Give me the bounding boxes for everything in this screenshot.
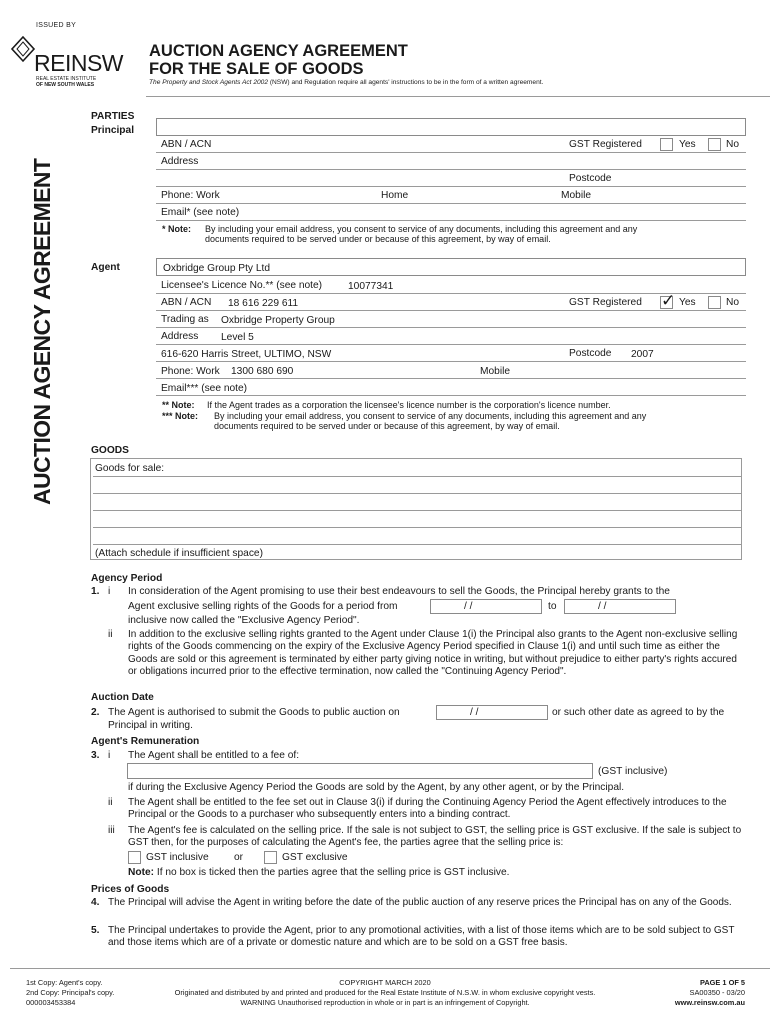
agent-phone-line xyxy=(156,378,746,379)
clause-4-number: 4. xyxy=(91,897,100,908)
clause-1-i-line2: Agent exclusive selling rights of the Goods for a period from xyxy=(128,601,398,612)
agent-trading-value: Oxbridge Property Group xyxy=(221,315,335,326)
agency-period-heading: Agency Period xyxy=(91,573,163,584)
agent-email-label: Email*** (see note) xyxy=(161,383,248,394)
fee-gst-inclusive-label: (GST inclusive) xyxy=(598,766,668,777)
footer-website: www.reinsw.com.au xyxy=(674,998,745,1007)
footer-warning: WARNING Unauthorised reproduction in whole or in part is an infringement of Copyright. xyxy=(240,998,530,1007)
agent-licence-line xyxy=(156,293,746,294)
clause-5-number: 5. xyxy=(91,925,100,936)
footer-rule xyxy=(10,968,770,969)
logo-sub-2: OF NEW SOUTH WALES xyxy=(36,82,95,88)
clause-3-note: Note: If no box is ticked then the parties agree that the selling price is GST inclusive. xyxy=(128,867,510,878)
clause-1-i-line3: inclusive now called the "Exclusive Agency Period". xyxy=(128,615,360,626)
agent-label: Agent xyxy=(91,262,120,273)
doc-subtitle: The Property and Stock Agents Act 2002 (NSW) and Regulation require all agents' instructions to be in the form of a written agreement. xyxy=(149,79,544,86)
goods-heading: GOODS xyxy=(91,445,129,456)
gst-inclusive-checkbox[interactable] xyxy=(128,851,141,864)
prices-heading: Prices of Goods xyxy=(91,884,170,895)
auction-date-field[interactable]: / / xyxy=(436,705,548,720)
principal-phone-work-label: Phone: Work xyxy=(161,190,220,201)
logo-text: REINSW xyxy=(34,50,123,76)
agent-fee-field[interactable] xyxy=(127,763,593,779)
agent-note3-line2: documents required to be served under or because of this agreement, by way of email. xyxy=(214,421,560,431)
principal-label: Principal xyxy=(91,125,135,136)
footer-copyright: COPYRIGHT MARCH 2020 xyxy=(339,978,431,987)
agent-note3-label: *** Note: xyxy=(162,411,199,421)
principal-email-line xyxy=(156,220,746,221)
principal-mobile-label: Mobile xyxy=(561,190,592,201)
gst-or-label: or xyxy=(234,852,244,863)
logo-sub-1: REAL ESTATE INSTITUTE xyxy=(36,76,97,82)
agent-address-line2: 616-620 Harris Street, ULTIMO, NSW xyxy=(161,349,332,360)
principal-abn-line xyxy=(156,152,746,153)
clause-4-text: The Principal will advise the Agent in writing before the date of the public auction of any reserve prices the Principal has on any of the Goods. xyxy=(108,897,732,908)
agent-licence-label: Licensee's Licence No.** (see note) xyxy=(161,280,323,291)
footer-doc-number: 000003453384 xyxy=(26,998,76,1007)
agent-gst-label: GST Registered xyxy=(569,297,642,308)
principal-postcode-line xyxy=(156,186,746,187)
agent-mobile-label: Mobile xyxy=(480,366,511,377)
exclusive-period-start-date[interactable]: / / xyxy=(430,599,542,614)
principal-note-label: * Note: xyxy=(162,224,191,234)
clause-3-i-marker: i xyxy=(108,750,111,761)
goods-line-3 xyxy=(93,510,741,511)
footer-copy1: 1st Copy: Agent's copy. xyxy=(26,978,103,987)
header-rule xyxy=(146,96,770,97)
agent-phone-work-value: 1300 680 690 xyxy=(231,366,294,377)
agent-note2-text: If the Agent trades as a corporation the licensee's licence number is the corporation's licence number. xyxy=(207,400,611,410)
gst-exclusive-option-label: GST exclusive xyxy=(282,852,348,863)
agent-note3-line1: By including your email address, you consent to service of any documents, including this agreement and any xyxy=(214,411,647,421)
gst-exclusive-checkbox[interactable] xyxy=(264,851,277,864)
doc-title-line2: FOR THE SALE OF GOODS xyxy=(149,60,364,78)
agent-gst-yes-checkbox[interactable] xyxy=(660,291,676,310)
clause-3-i-text: The Agent shall be entitled to a fee of: xyxy=(128,750,300,761)
principal-gst-yes-label: Yes xyxy=(679,139,696,150)
agent-address-label: Address xyxy=(161,331,199,342)
gst-inclusive-option-label: GST inclusive xyxy=(146,852,209,863)
goods-attach-note: (Attach schedule if insufficient space) xyxy=(95,548,263,559)
footer-originated: Originated and distributed by and printed and produced for the Real Estate Institute of N.S.W. in whom exclusive copyright vests. xyxy=(174,988,596,997)
footer-code: SA00350 - 03/20 xyxy=(689,988,745,997)
agent-abn-line xyxy=(156,310,746,311)
clause-1-to-label: to xyxy=(548,601,557,612)
clause-1-number: 1. xyxy=(91,586,100,597)
principal-note-line1: By including your email address, you consent to service of any documents, including this agreement and any xyxy=(205,224,638,234)
clause-1-ii-marker: ii xyxy=(108,629,113,640)
check-mark-icon: ✓ xyxy=(661,291,676,310)
agent-gst-no-label: No xyxy=(726,297,740,308)
goods-line-4 xyxy=(93,527,741,528)
goods-line-1 xyxy=(93,476,741,477)
auction-date-heading: Auction Date xyxy=(91,692,154,703)
issued-by-label: ISSUED BY xyxy=(36,22,77,29)
agent-postcode-value: 2007 xyxy=(631,349,654,360)
doc-title-line1: AUCTION AGENCY AGREEMENT xyxy=(149,42,408,60)
goods-line-2 xyxy=(93,493,741,494)
clause-2-number: 2. xyxy=(91,707,100,718)
principal-gst-label: GST Registered xyxy=(569,139,642,150)
clause-3-ii-text: The Agent shall be entitled to the fee set out in Clause 3(i) if during the Continuing Agency Period the Agent effectively introduces to the Principal or the Goods to a purchaser who subsequently enters into a binding contract. xyxy=(128,797,727,821)
agent-trading-line xyxy=(156,327,746,328)
principal-gst-no-checkbox[interactable] xyxy=(708,138,721,151)
footer-copy2: 2nd Copy: Principal's copy. xyxy=(26,988,115,997)
principal-gst-no-label: No xyxy=(726,139,740,150)
exclusive-period-end-date[interactable]: / / xyxy=(564,599,676,614)
agent-email-line xyxy=(156,395,746,396)
principal-abn-label: ABN / ACN xyxy=(161,139,212,150)
agent-gst-yes-label: Yes xyxy=(679,297,696,308)
principal-note-line2: documents required to be served under or because of this agreement, by way of email. xyxy=(205,234,551,244)
agent-name-value: Oxbridge Group Pty Ltd xyxy=(163,263,271,274)
agent-phone-work-label: Phone: Work xyxy=(161,366,220,377)
principal-gst-yes-checkbox[interactable] xyxy=(660,138,673,151)
clause-2-line1: The Agent is authorised to submit the Goods to public auction on xyxy=(108,707,400,718)
principal-address-line xyxy=(156,169,746,170)
agent-abn-value: 18 616 229 611 xyxy=(228,298,299,309)
clause-1-i-line1: In consideration of the Agent promising to use their best endeavours to sell the Goods, the Principal hereby grants to the xyxy=(128,586,670,597)
clause-5-text: The Principal undertakes to provide the Agent, prior to any promotional activities, with a list of those items which are to be sold subject to GST and those items which are of a private or domestic nature and which are to be sold on a GST free basis. xyxy=(108,925,735,949)
principal-postcode-label: Postcode xyxy=(569,173,612,184)
agent-address-line xyxy=(156,344,746,345)
clause-2-line1-end: or such other date as agreed to by the xyxy=(552,707,725,718)
reinsw-diamond-icon xyxy=(10,36,36,66)
principal-phone-line xyxy=(156,203,746,204)
remuneration-heading: Agent's Remuneration xyxy=(91,736,200,747)
agent-address-value: Level 5 xyxy=(221,332,254,343)
agent-postcode-line xyxy=(156,361,746,362)
clause-3-iii-marker: iii xyxy=(108,825,115,836)
clause-3-number: 3. xyxy=(91,750,100,761)
goods-line-5 xyxy=(93,544,741,545)
principal-home-label: Home xyxy=(381,190,409,201)
clause-3-ii-marker: ii xyxy=(108,797,113,808)
reinsw-logo xyxy=(10,36,140,96)
agent-trading-label: Trading as xyxy=(161,314,209,325)
footer-page: PAGE 1 OF 5 xyxy=(699,978,745,987)
clause-1-ii-text: In addition to the exclusive selling rights granted to the Agent under Clause 1(i) the Principal also grants to the Agent non-exclusive selling rights of the Goods commencing on the expiry of the Exclusive Agency Period specified in Clause 1(i) and until such time as either the Goods are sold or this agreement is terminated by either party giving notice in writing, but without prejudice to either party's rights accured or obligations incurred prior to the effective termination, now called the "Continuing Agency Period". xyxy=(128,629,738,678)
clause-2-line2: Principal in writing. xyxy=(108,720,193,731)
agent-gst-no-checkbox[interactable] xyxy=(708,296,721,309)
principal-name-field[interactable] xyxy=(156,118,746,136)
principal-email-label: Email* (see note) xyxy=(161,207,240,218)
clause-1-i-marker: i xyxy=(108,586,111,597)
agent-licence-value: 10077341 xyxy=(348,281,394,292)
clause-3-iii-text: The Agent's fee is calculated on the selling price. If the sale is not subject to GST, the selling price is GST exclusive. If the sale is subject to GST then, for the purposes of calculating the Agent's fee, the parties agree that the selling price is: xyxy=(128,825,742,849)
agent-note2-label: ** Note: xyxy=(162,400,195,410)
agent-abn-label: ABN / ACN xyxy=(161,297,212,308)
side-title: AUCTION AGENCY AGREEMENT xyxy=(29,158,55,505)
goods-label: Goods for sale: xyxy=(95,463,165,474)
principal-address-label: Address xyxy=(161,156,199,167)
parties-heading: PARTIES xyxy=(91,111,135,122)
agent-postcode-label: Postcode xyxy=(569,348,612,359)
clause-3-i-after: if during the Exclusive Agency Period the Goods are sold by the Agent, by any other agent, or by the Principal. xyxy=(128,782,625,793)
